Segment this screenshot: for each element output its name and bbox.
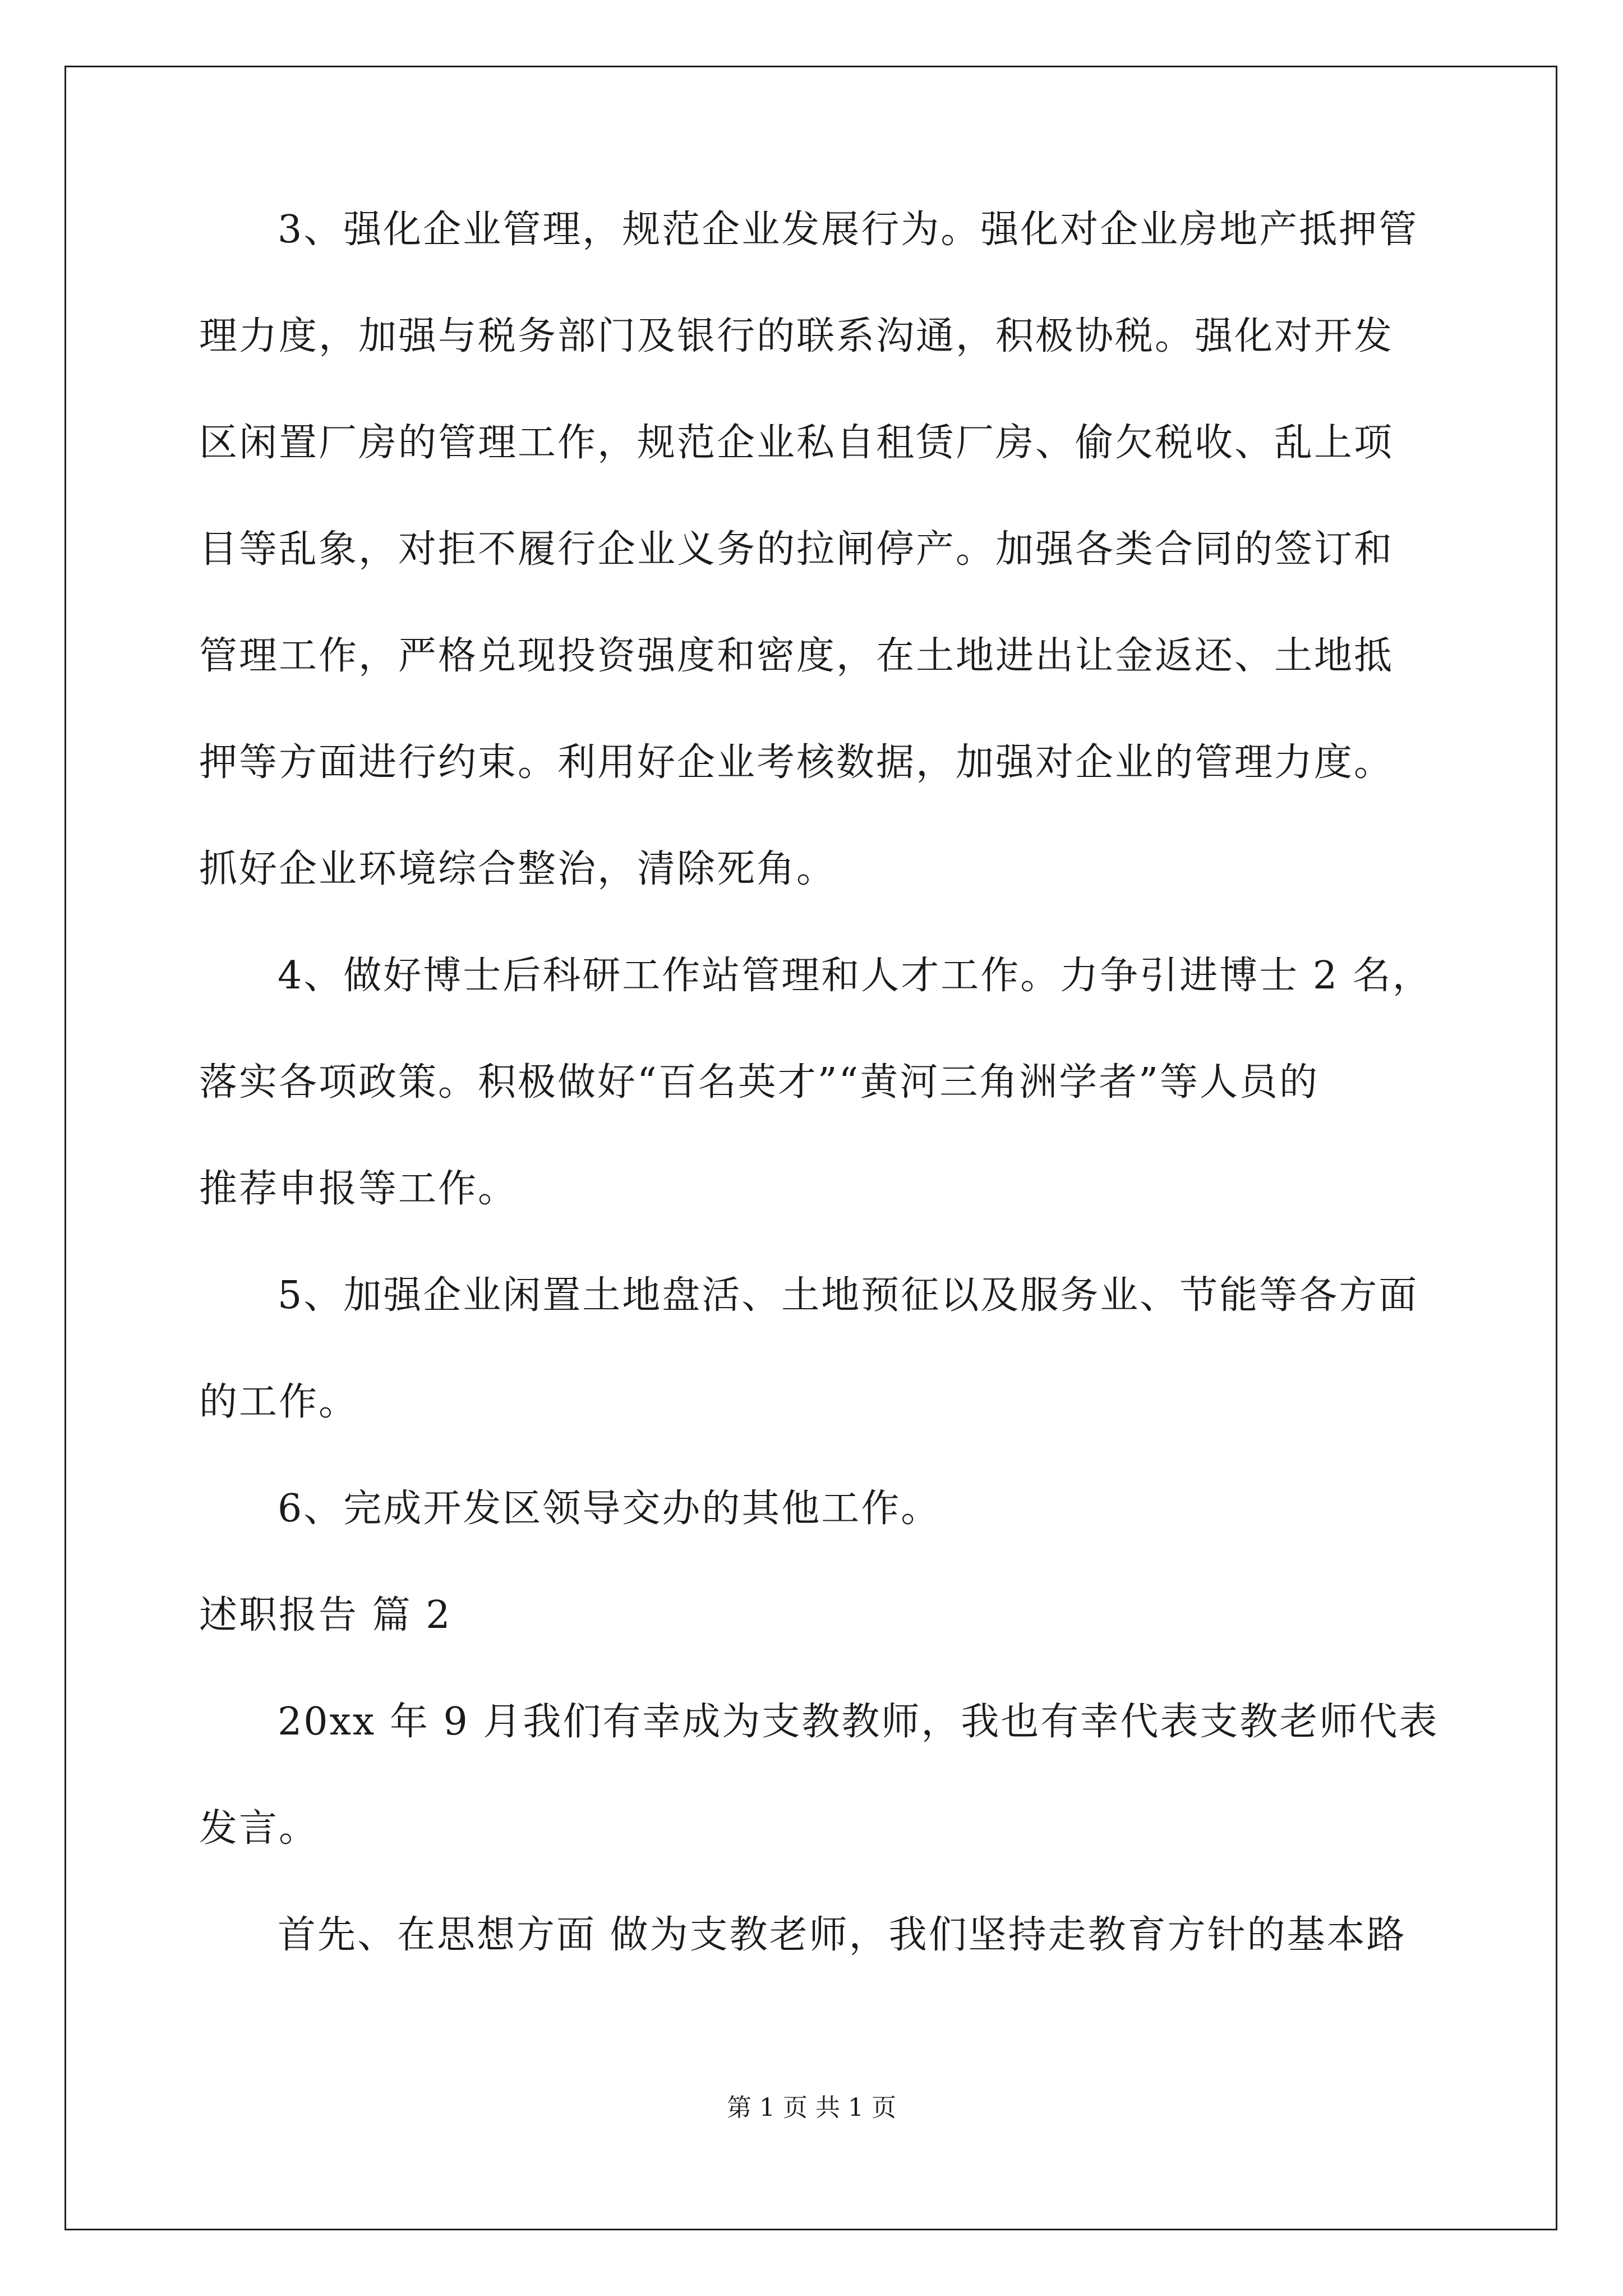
paragraph-intro-line-1: 20xx 年 9 月我们有幸成为支教教师，我也有幸代表支教老师代表	[278, 1700, 1439, 1744]
section-heading: 述职报告 篇 2	[199, 1593, 452, 1637]
paragraph-3-line-4: 目等乱象，对拒不履行企业义务的拉闸停产。加强各类合同的签订和	[199, 527, 1394, 572]
paragraph-3-line-3: 区闲置厂房的管理工作，规范企业私自租赁厂房、偷欠税收、乱上项	[199, 421, 1394, 465]
paragraph-4-line-1: 4、做好博士后科研工作站管理和人才工作。力争引进博士 2 名，	[278, 954, 1432, 998]
paragraph-3-line-6: 押等方面进行约束。利用好企业考核数据，加强对企业的管理力度。	[199, 740, 1394, 785]
page-footer: 第 1 页 共 1 页	[727, 2093, 896, 2122]
paragraph-5-line-1: 5、加强企业闲置土地盘活、土地预征以及服务业、节能等各方面	[278, 1273, 1419, 1318]
page-border	[64, 66, 1557, 2230]
paragraph-3-line-5: 管理工作，严格兑现投资强度和密度，在土地进出让金返还、土地抵	[199, 634, 1394, 678]
paragraph-6-line-1: 6、完成开发区领导交办的其他工作。	[278, 1487, 941, 1531]
paragraph-thought-line-1: 首先、在思想方面 做为支教老师，我们坚持走教育方针的基本路	[278, 1913, 1407, 1957]
paragraph-3-line-2: 理力度，加强与税务部门及银行的联系沟通，积极协税。强化对开发	[199, 314, 1394, 358]
paragraph-4-line-3: 推荐申报等工作。	[199, 1167, 518, 1211]
paragraph-5-line-2: 的工作。	[199, 1380, 359, 1424]
paragraph-3-line-1: 3、强化企业管理，规范企业发展行为。强化对企业房地产抵押管	[278, 208, 1419, 252]
paragraph-intro-line-2: 发言。	[199, 1806, 319, 1851]
paragraph-4-line-2: 落实各项政策。积极做好“百名英才”“黄河三角洲学者”等人员的	[199, 1060, 1320, 1105]
paragraph-3-line-7: 抓好企业环境综合整治，清除死角。	[199, 847, 837, 891]
